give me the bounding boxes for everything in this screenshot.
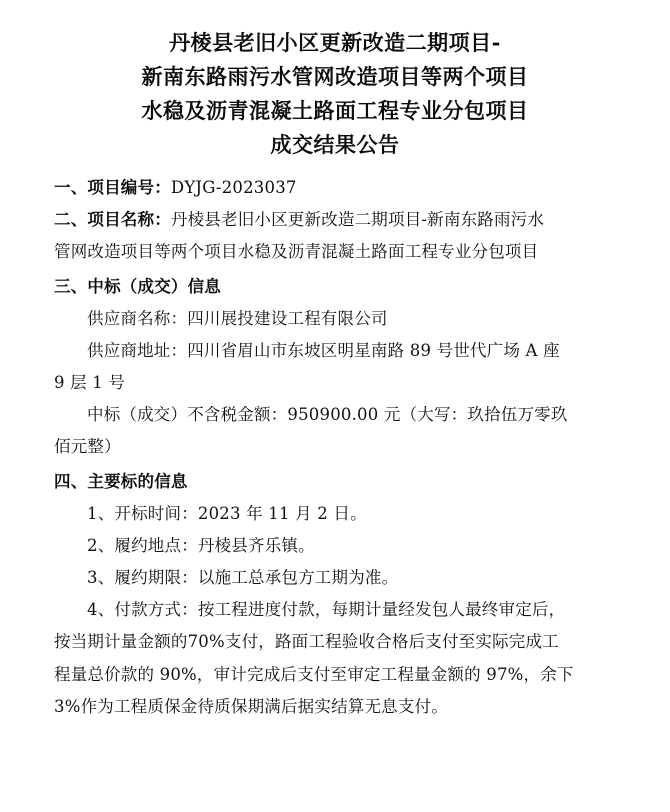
winner-amount-cont: 佰元整） (54, 437, 121, 457)
winner-supplier-name: 供应商名称：四川展投建设工程有限公司 (87, 308, 388, 328)
title-line-3: 水稳及沥青混凝土路面工程专业分包项目 (141, 98, 529, 124)
section-subject-heading: 四、主要标的信息 (54, 471, 188, 491)
section-project-number-value: DYJG-2023037 (170, 178, 297, 198)
winner-supplier-address: 供应商地址：四川省眉山市东坡区明星南路 89 号世代广场 A 座 (87, 340, 560, 360)
title-line-1: 丹棱县老旧小区更新改造二期项目- (169, 30, 501, 55)
section-project-name-value: 丹棱县老旧小区更新改造二期项目-新南东路雨污水 (170, 210, 545, 230)
section-winner-heading: 三、中标（成交）信息 (54, 276, 221, 296)
subject-item-4-cont-1: 按当期计量金额的70%支付，路面工程验收合格后支付至实际完成工 (54, 632, 559, 652)
subject-item-4-cont-3: 3%作为工程质保金待质保期满后据实结算无息支付。 (54, 696, 448, 716)
winner-supplier-address-cont: 9 层 1 号 (54, 373, 126, 393)
subject-item-2: 2、履约地点：丹棱县齐乐镇。 (87, 535, 315, 555)
subject-item-1: 1、开标时间：2023 年 11 月 2 日。 (87, 503, 367, 523)
section-project-number (54, 172, 616, 204)
title-line-2: 新南东路雨污水管网改造项目等两个项目 (141, 64, 529, 90)
winner-amount: 中标（成交）不含税金额：950900.00 元（大写：玖拾伍万零玖 (87, 405, 568, 425)
subject-item-3: 3、履约期限：以施工总承包方工期为准。 (87, 568, 399, 588)
title-line-4: 成交结果公告 (270, 132, 400, 158)
subject-item-4: 4、付款方式：按工程进度付款，每期计量经发包人最终审定后， (87, 600, 566, 620)
document-title (54, 26, 616, 162)
section-project-name (54, 204, 616, 236)
section-project-name-continuation: 管网改造项目等两个项目水稳及沥青混凝土路面工程专业分包项目 (54, 242, 539, 262)
section-project-number-label: 一、项目编号： (54, 178, 171, 198)
section-project-name-label: 二、项目名称： (54, 210, 171, 230)
subject-item-4-cont-2: 程量总价款的 90%，审计完成后支付至审定工程量金额的 97%，余下 (54, 664, 574, 684)
